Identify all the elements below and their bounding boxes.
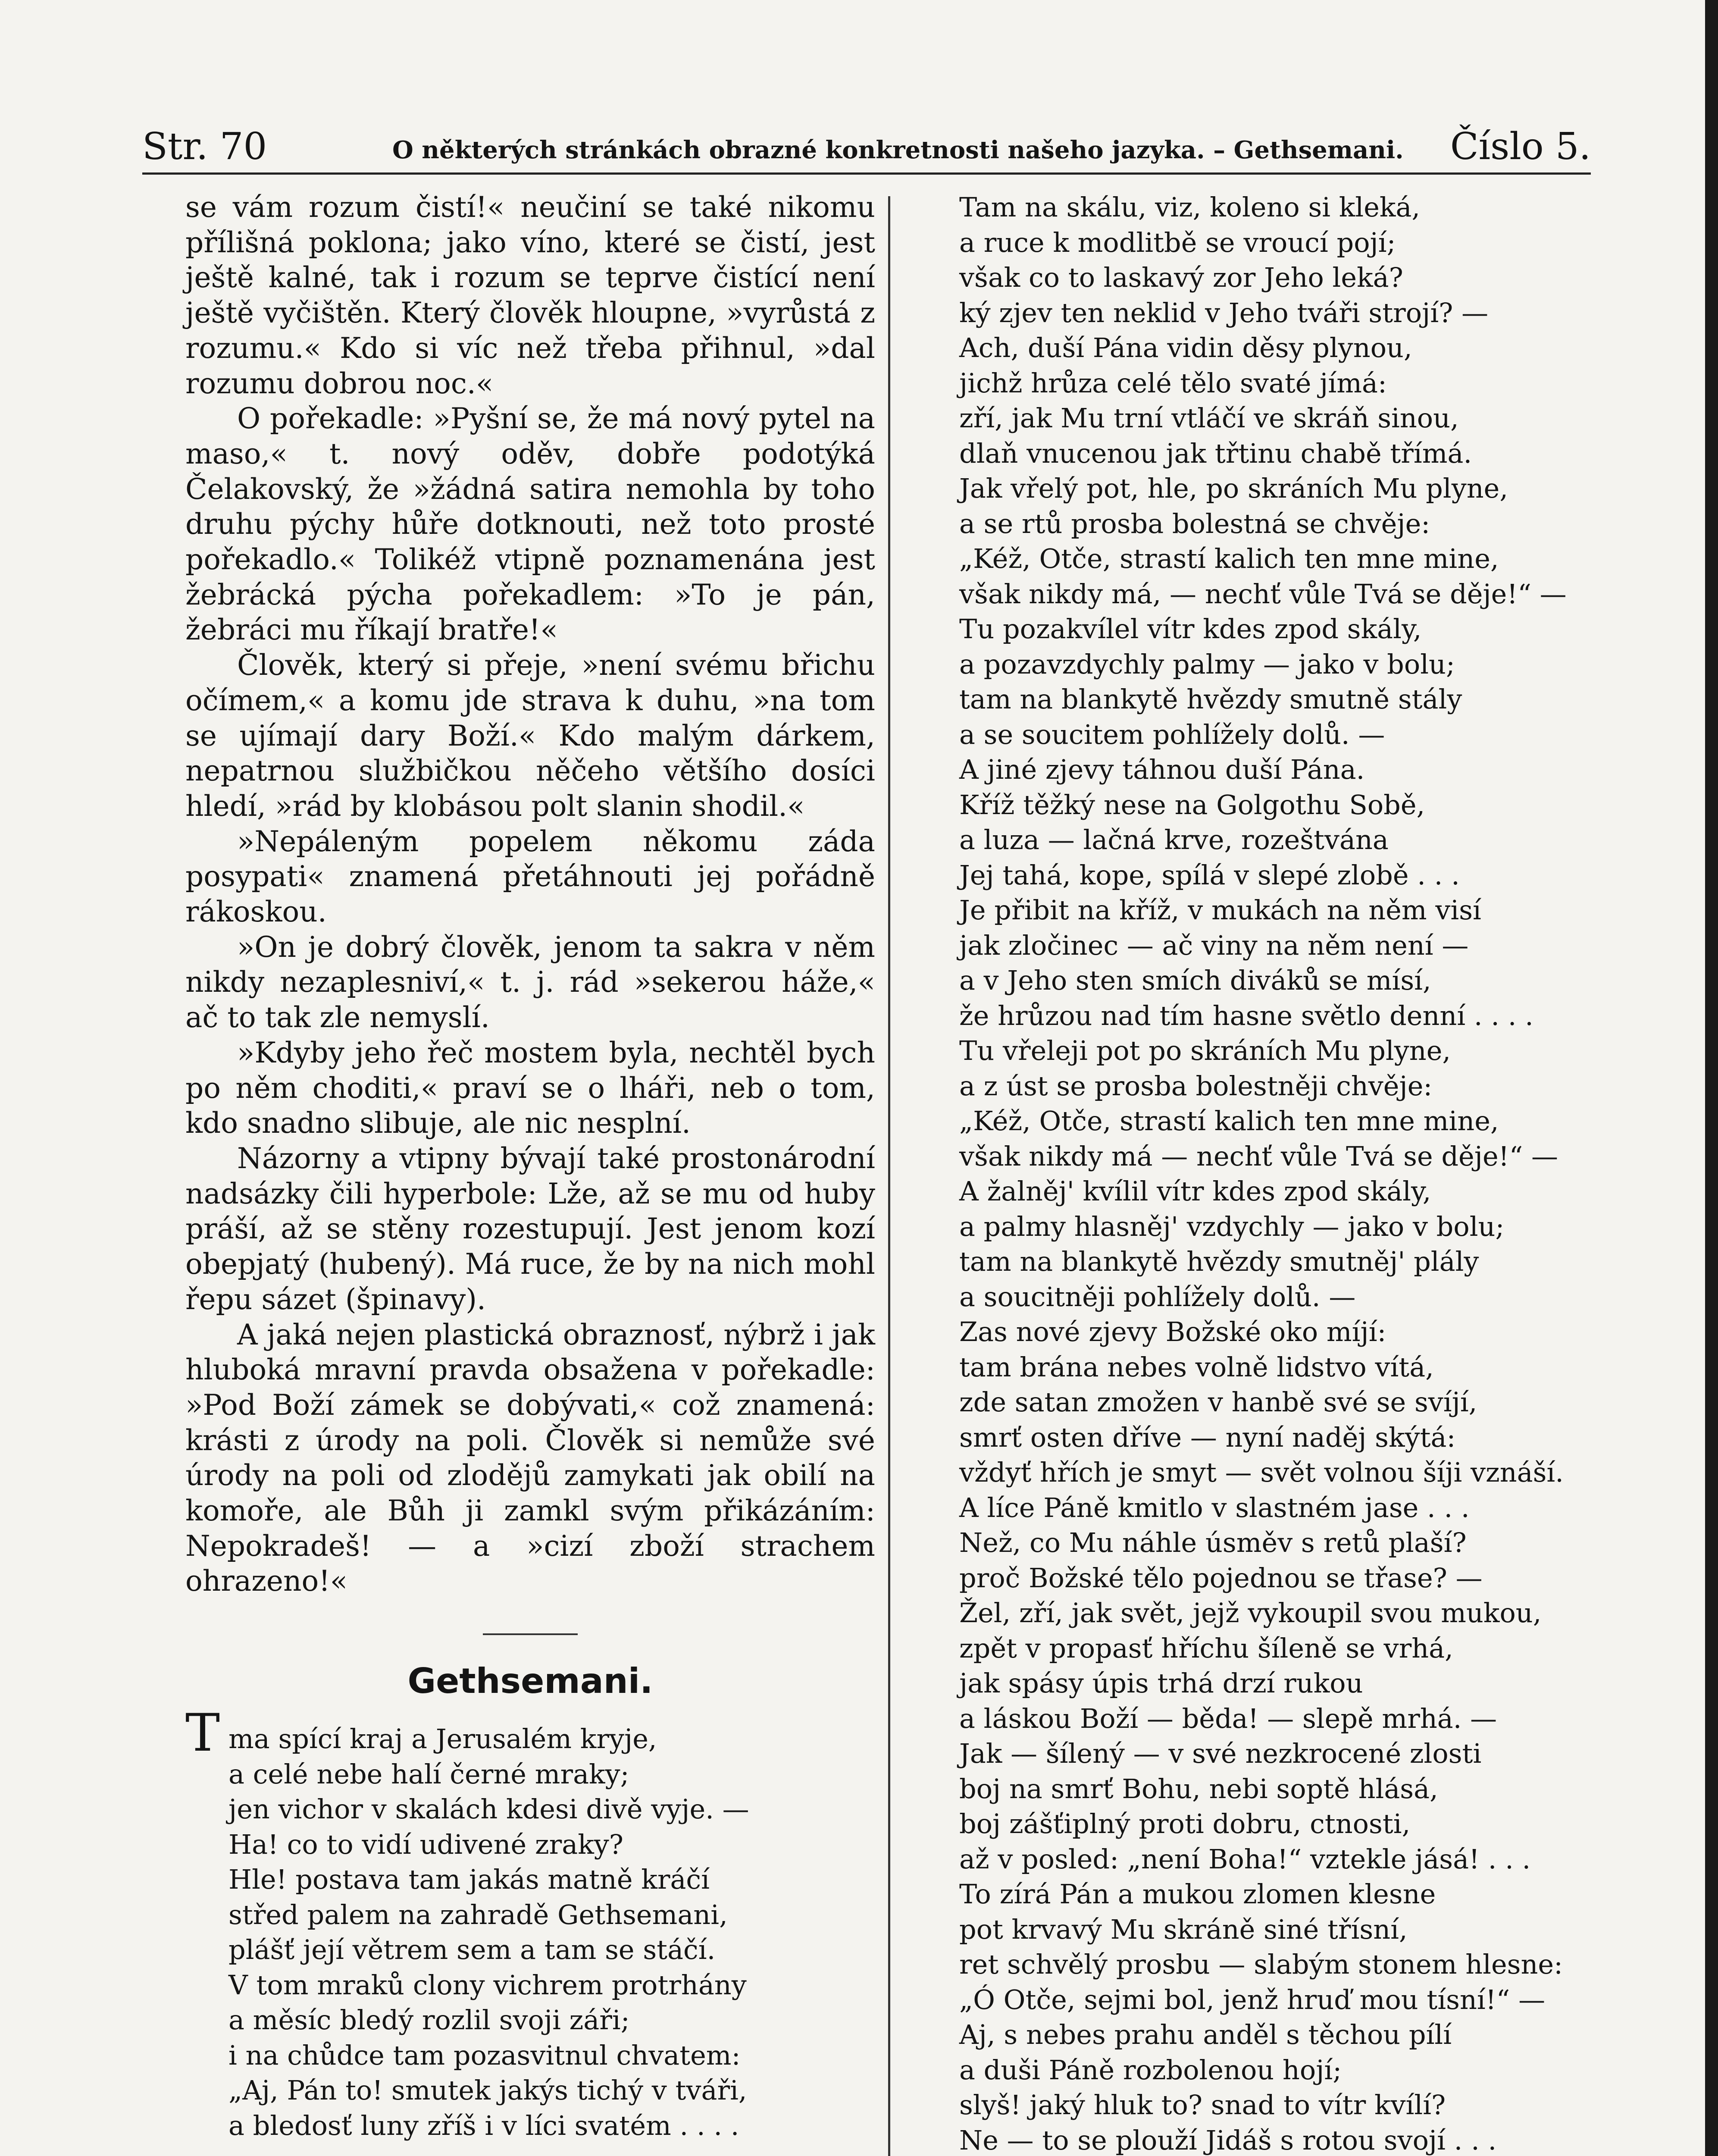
poem-line: „Kéž, Otče, strastí kalich ten mne mine, <box>959 543 1499 574</box>
poem-line: tam brána nebes volně lidstvo vítá, <box>959 1351 1434 1383</box>
paragraph: O pořekadle: »Pyšní se, že má nový pytel na maso,« t. nový oděv, dobře podotýká Čelakovský, že »žádná satira nemohla by toho druhu pýchy hůře dotknouti, než toto prosté pořekadlo.« Tolikéž vtipně poznamenána jest žebrácká pýcha pořekadlem: »To je pán, žebráci mu říkají bratře!« <box>185 402 875 647</box>
poem-line: proč Božské tělo pojednou se třase? — <box>959 1562 1483 1594</box>
poem-line: a z úst se prosba bolestněji chvěje: <box>959 1070 1433 1102</box>
poem-line: Je přibit na kříž, v mukách na něm visí <box>959 894 1481 926</box>
poem-line: a palmy hlasněj' vzdychly — jako v bolu; <box>959 1210 1505 1242</box>
poem-line: a bledosť luny zříš i v líci svatém . . . . <box>228 2109 739 2141</box>
paragraph: »Nepáleným popelem někomu záda posypati« znamená přetáhnouti jej pořádně rákoskou. <box>185 824 875 929</box>
paragraph: se vám rozum čistí!« neučiní se také nikomu přílišná poklona; jako víno, které se čistí, jest ještě kalné, tak i rozum se teprve čistící není ještě vyčištěn. Který člověk hloupne, »vyrůstá z rozumu.« Kdo si víc než třeba přihnul, »dal rozumu dobrou noc.« <box>185 191 875 400</box>
poem-line: jak spásy úpis trhá drzí rukou <box>959 1667 1363 1699</box>
poem-line: To zírá Pán a mukou zlomen klesne <box>959 1878 1436 1910</box>
paragraph: A jaká nejen plastická obraznosť, nýbrž i jak hluboká mravní pravda obsažena v pořekadle: »Pod Boží zámek se dobývati,« což znamená: krásti z úrody na poli. Člověk si nemůže své úrody na poli od zlodějů zamykati jak obilí na komoře, ale Bůh ji zamkl svým přikázáním: Nepokradeš! — a »cizí zboží strachem ohrazeno!« <box>185 1318 875 1598</box>
page-header <box>142 121 1591 175</box>
poem-line: boj na smrť Bohu, nebi soptě hlásá, <box>959 1773 1438 1805</box>
poem-right-part <box>959 190 1597 2156</box>
poem-line: jichž hrůza celé tělo svaté jímá: <box>959 367 1387 399</box>
poem-line: A žalněj' kvílil vítr kdes zpod skály, <box>959 1175 1431 1207</box>
poem-line: že hrůzou nad tím hasne světlo denní . . . . <box>959 1000 1533 1031</box>
poem-line: Tma spící kraj a Jerusalém kryje, <box>185 1703 657 1764</box>
poem-line: Tu vřeleji pot po skráních Mu plyne, <box>959 1035 1451 1066</box>
poem-line: i na chůdce tam pozasvitnul chvatem: <box>228 2039 741 2071</box>
poem-line: zří, jak Mu trní vtláčí ve skráň sinou, <box>959 402 1459 434</box>
poem-line: vždyť hřích je smyt — svět volnou šíji vznáší. <box>959 1457 1564 1488</box>
poem-line: Aj, s nebes prahu anděl s těchou pílí <box>959 2019 1452 2050</box>
running-title: O některých stránkách obrazné konkretnosti našeho jazyka. – Gethsemani. <box>392 136 1404 164</box>
poem-line: Hle! postava tam jakás matně kráčí <box>228 1864 710 1896</box>
poem-line: Ne — to se plouží Jidáš s rotou svojí . . . <box>959 2124 1497 2156</box>
article-text <box>185 190 875 1599</box>
poem-line: plášť její větrem sem a tam se stáčí. <box>228 1934 716 1966</box>
poem-line: až v posled: „není Boha!“ vztekle jásá! . . . <box>959 1843 1531 1875</box>
poem-line: Tam na skálu, viz, koleno si kleká, <box>959 191 1421 223</box>
poem-line: A jiné zjevy táhnou duší Pána. <box>959 754 1365 785</box>
poem-line: Než, co Mu náhle úsměv s retů plaší? <box>959 1527 1467 1558</box>
poem-line: ret schvělý prosbu — slabým stonem hlesne: <box>959 1949 1563 1980</box>
section-rule <box>483 1633 578 1635</box>
poem-line: střed palem na zahradě Gethsemani, <box>228 1899 728 1930</box>
page-number: Str. 70 <box>142 125 267 168</box>
poem-line: pot krvavý Mu skráně siné třísní, <box>959 1913 1408 1945</box>
poem-line: jak zločinec — ač viny na něm není — <box>959 929 1469 961</box>
poem-line: dlaň vnucenou jak třtinu chabě třímá. <box>959 437 1472 469</box>
poem-line: boj zášťiplný proti dobru, ctnosti, <box>959 1808 1411 1839</box>
poem-line: a láskou Boží — běda! — slepě mrhá. — <box>959 1702 1497 1734</box>
poem-line: a měsíc bledý rozlil svoji záři; <box>228 2004 630 2036</box>
page-edge <box>1705 0 1718 2156</box>
poem-line: Ach, duší Pána vidin děsy plynou, <box>959 332 1412 364</box>
poem-line: Jak vřelý pot, hle, po skráních Mu plyne, <box>959 473 1508 504</box>
issue-number: Číslo 5. <box>1450 125 1591 168</box>
poem-title: Gethsemani. <box>407 1661 653 1702</box>
poem-line: a ruce k modlitbě se vroucí pojí; <box>959 226 1396 258</box>
poem-line: Tu pozakvílel vítr kdes zpod skály, <box>959 613 1422 645</box>
poem-left-part <box>185 1703 875 2143</box>
poem-line: a celé nebe halí černé mraky; <box>228 1758 629 1790</box>
paragraph: »Kdyby jeho řeč mostem byla, nechtěl bych po něm choditi,« praví se o lháři, neb o tom, kdo snadno slibuje, ale nic nesplní. <box>185 1036 875 1140</box>
poem-line: a v Jeho sten smích diváků se mísí, <box>959 965 1431 996</box>
poem-line: a se rtů prosba bolestná se chvěje: <box>959 508 1430 539</box>
poem-line: „Kéž, Otče, strastí kalich ten mne mine, <box>959 1105 1499 1137</box>
poem-line: však nikdy má, — nechť vůle Tvá se děje!“ — <box>959 578 1567 610</box>
left-column <box>185 190 875 2143</box>
poem-line: Jak — šílený — v své nezkrocené zlosti <box>959 1738 1482 1769</box>
poem-line: Žel, zří, jak svět, jejž vykoupil svou mukou, <box>959 1597 1542 1629</box>
paragraph: Člověk, který si přeje, »není svému břichu očímem,« a komu jde strava k duhu, »na tom se ujímají dary Boží.« Kdo malým dárkem, nepatrnou službičkou něčeho většího dosíci hledí, »rád by klobásou polt slanin shodil.« <box>185 649 875 823</box>
poem-line: „Ó Otče, sejmi bol, jenž hruď mou tísní!“ — <box>959 1984 1546 2015</box>
poem-line: V tom mraků clony vichrem protrhány <box>228 1969 747 2001</box>
column-divider <box>888 196 890 2156</box>
poem-line: slyš! jaký hluk to? snad to vítr kvílí? <box>959 2089 1446 2121</box>
poem-line: smrť osten dříve — nyní naděj skýtá: <box>959 1421 1456 1453</box>
poem-line: však nikdy má — nechť vůle Tvá se děje!“ — <box>959 1140 1558 1172</box>
poem-line: zpět v propasť hříchu šíleně se vrhá, <box>959 1632 1453 1664</box>
poem-line: a se soucitem pohlížely dolů. — <box>959 718 1385 750</box>
poem-line: Ha! co to vidí udivené zraky? <box>228 1828 624 1860</box>
poem-line: a luza — lačná krve, rozeštvána <box>959 824 1389 856</box>
drop-cap: T <box>185 1703 220 1764</box>
poem-line: tam na blankytě hvězdy smutněj' plály <box>959 1246 1479 1277</box>
poem-line: A líce Páně kmitlo v slastném jase . . . <box>959 1492 1470 1523</box>
paragraph: Názorny a vtipny bývají také prostonárodní nadsázky čili hyperbole: Lže, až se mu od huby práší, až se stěny rozestupují. Jest jenom kozí obepjatý (hubený). Má ruce, že by na nich mohl řepu sázet (špinavy). <box>185 1141 875 1316</box>
poem-line: ký zjev ten neklid v Jeho tváři strojí? — <box>959 297 1489 329</box>
poem-line: zde satan zmožen v hanbě své se svíjí, <box>959 1386 1477 1418</box>
poem-line: a soucitněji pohlížely dolů. — <box>959 1281 1356 1313</box>
poem-line: Zas nové zjevy Božské oko míjí: <box>959 1316 1386 1348</box>
paragraph: »On je dobrý člověk, jenom ta sakra v něm nikdy nezaplesniví,« t. j. rád »sekerou háže,« ač to tak zle nemyslí. <box>185 930 875 1034</box>
poem-line: tam na blankytě hvězdy smutně stály <box>959 683 1462 715</box>
poem-line: „Aj, Pán to! smutek jakýs tichý v tváři, <box>228 2075 747 2106</box>
poem-line: jen vichor v skalách kdesi divě vyje. — <box>228 1793 749 1825</box>
poem-line: však co to laskavý zor Jeho leká? <box>959 262 1403 293</box>
poem-line: a pozavzdychly palmy — jako v bolu; <box>959 648 1455 680</box>
right-column <box>959 190 1597 2156</box>
poem-line: Jej tahá, kope, spílá v slepé zlobě . . . <box>959 859 1460 891</box>
poem-line: a duši Páně rozbolenou hojí; <box>959 2054 1342 2086</box>
poem-line: Kříž těžký nese na Golgothu Sobě, <box>959 789 1425 821</box>
